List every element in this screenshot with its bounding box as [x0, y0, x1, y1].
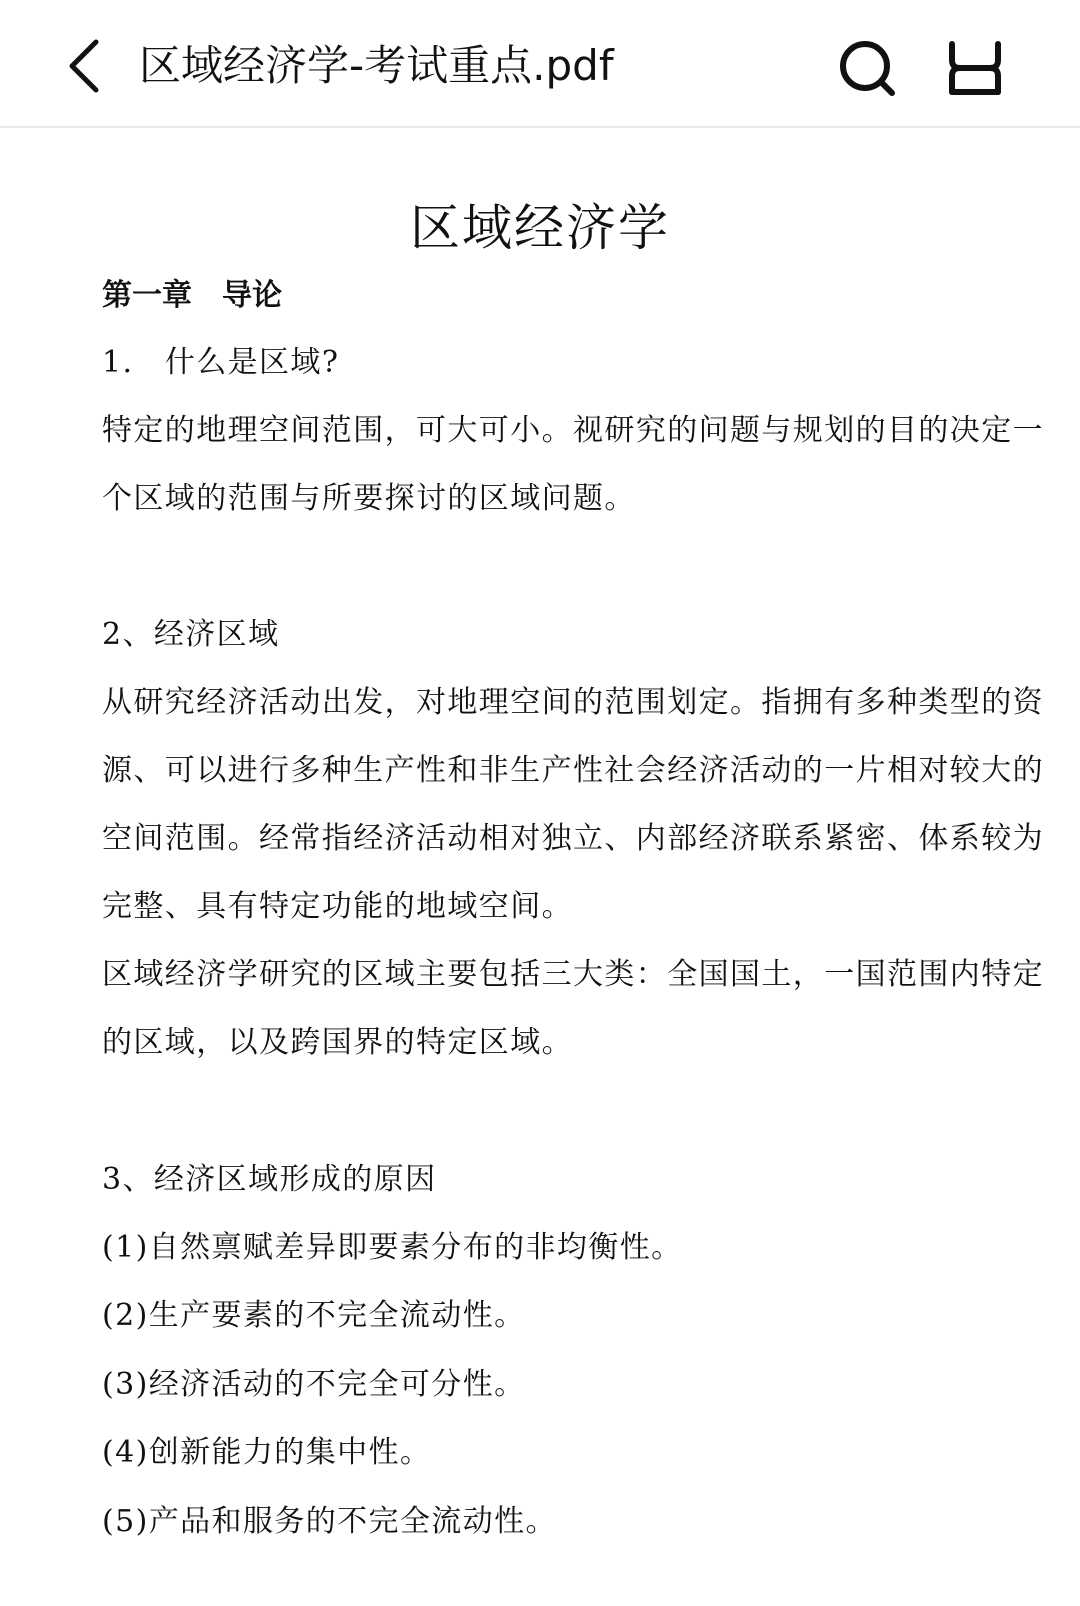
file-name-title: 区域经济学-考试重点.pdf	[139, 41, 614, 90]
list-item: (2)生产要素的不完全流动性。	[102, 1298, 526, 1333]
search-icon	[834, 36, 902, 100]
list-item: (4)创新能力的集中性。	[102, 1435, 432, 1470]
paragraph-line: 特定的地理空间范围，可大可小。视研究的问题与规划的目的决定一	[102, 413, 1044, 448]
list-item: (3)经济活动的不完全可分性。	[102, 1367, 526, 1402]
section-heading-2: 2、经济区域	[102, 617, 280, 652]
section-heading-3: 3、经济区域形成的原因	[102, 1162, 437, 1197]
paragraph-line: 源、可以进行多种生产性和非生产性社会经济活动的一片相对较大的	[102, 753, 1044, 788]
chapter-heading: 第一章 导论	[102, 278, 282, 313]
brand-menu-button[interactable]	[946, 40, 1004, 96]
question-heading-1: 1. 什么是区域?	[102, 345, 340, 380]
document-title: 区域经济学	[410, 199, 670, 257]
paragraph-line: 区域经济学研究的区域主要包括三大类：全国国土，一国范围内特定	[102, 957, 1044, 992]
list-item: (1)自然禀赋差异即要素分布的非均衡性。	[102, 1230, 683, 1265]
paragraph-line: 的区域，以及跨国界的特定区域。	[102, 1025, 573, 1060]
paragraph-line: 从研究经济活动出发，对地理空间的范围划定。指拥有多种类型的资	[102, 685, 1044, 720]
chevron-left-icon	[64, 36, 104, 96]
pdf-page-content[interactable]	[0, 130, 1080, 1606]
back-button[interactable]	[52, 30, 116, 102]
paragraph-line: 空间范围。经常指经济活动相对独立、内部经济联系紧密、体系较为	[102, 821, 1044, 856]
top-app-bar	[0, 0, 1080, 128]
search-button[interactable]	[834, 36, 902, 100]
quark-logo-icon	[946, 40, 1004, 96]
paragraph-line: 个区域的范围与所要探讨的区域问题。	[102, 481, 636, 516]
paragraph-line: 完整、具有特定功能的地域空间。	[102, 889, 573, 924]
list-item: (5)产品和服务的不完全流动性。	[102, 1504, 557, 1539]
